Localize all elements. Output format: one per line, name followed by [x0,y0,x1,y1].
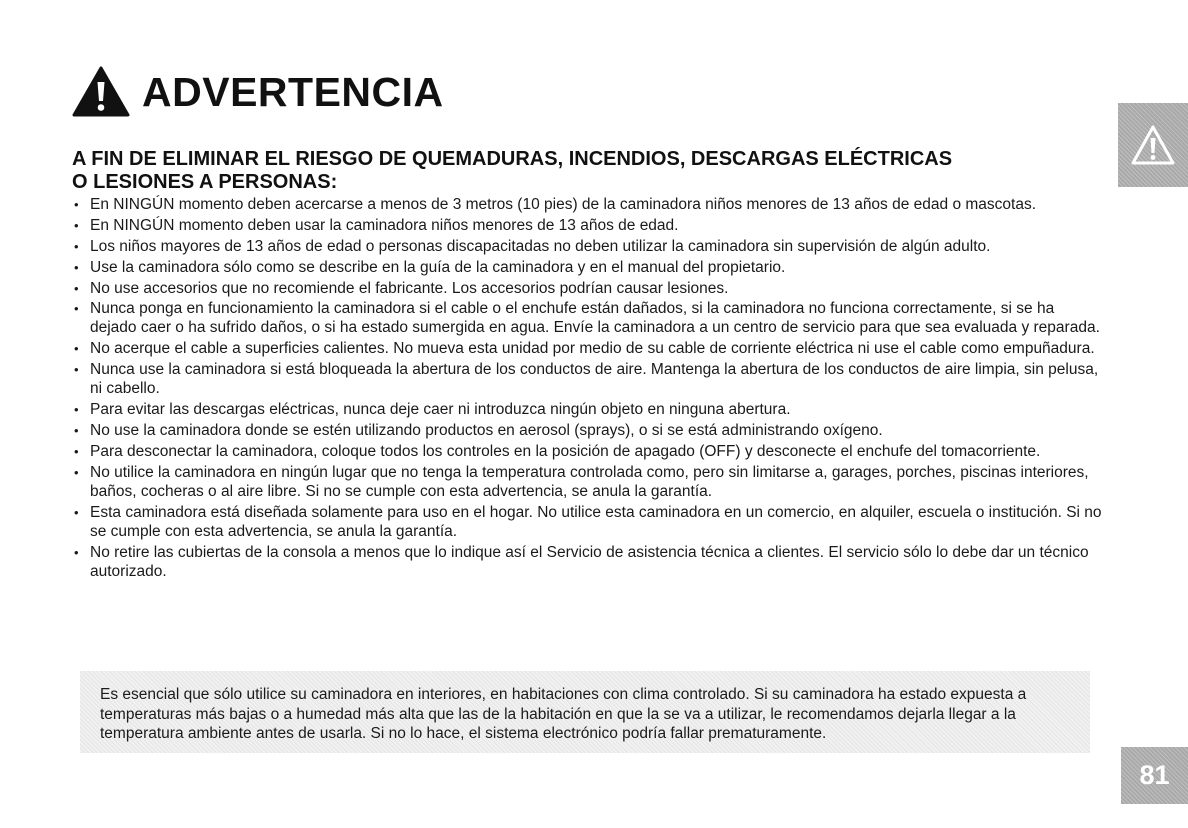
subtitle-line-1: A FIN DE ELIMINAR EL RIESGO DE QUEMADURAS, INCENDIOS, DESCARGAS ELÉCTRICAS [72,148,953,170]
note-box [80,671,1090,753]
page-header [72,66,444,118]
list-item: • Use la caminadora sólo como se describe en la guía de la caminadora y en el manual del propietario. [72,258,1102,277]
list-item: • No acerque el cable a superficies calientes. No mueva esta unidad por medio de su cable de corriente eléctrica ni use el cable como empuñadura. [72,339,1102,358]
warning-icon [72,66,130,118]
list-item: • No use accesorios que no recomiende el fabricante. Los accesorios podrían causar lesiones. [72,279,1102,298]
list-item: • Los niños mayores de 13 años de edad o personas discapacitadas no deben utilizar la caminadora sin supervisión de algún adulto. [72,237,1102,256]
list-item: • Esta caminadora está diseñada solamente para uso en el hogar. No utilice esta caminadora en un comercio, en alquiler, escuela o institución. Si no se cumple con esta advertencia, se anula la garantía. [72,503,1102,541]
list-item: • Nunca use la caminadora si está bloqueada la abertura de los conductos de aire. Mantenga la abertura de los conductos de aire limpia, sin pelusa, ni cabello. [72,360,1102,398]
list-item: • Para evitar las descargas eléctricas, nunca deje caer ni introduzca ningún objeto en ninguna abertura. [72,400,1102,419]
warning-list [72,195,1102,582]
list-item: • No use la caminadora donde se estén utilizando productos en aerosol (sprays), o si se está administrando oxígeno. [72,421,1102,440]
note-text: Es esencial que sólo utilice su caminadora en interiores, en habitaciones con clima controlado. Si su caminadora ha estado expuesta a temperaturas más bajas o a humedad más alta que las de la habitación en que la se va a utilizar, le recomendamos dejarla llegar a la temperatura ambiente antes de usarla. Si no lo hace, el sistema electrónico podría fallar prematuramente. [100,686,1027,742]
page-number: 81 [1139,760,1170,790]
list-item: • En NINGÚN momento deben acercarse a menos de 3 metros (10 pies) de la caminadora niños menores de 13 años de edad o mascotas. [72,195,1102,214]
page-title: ADVERTENCIA [142,68,444,115]
subtitle-line-2: O LESIONES A PERSONAS: [72,171,338,193]
list-item: • Nunca ponga en funcionamiento la caminadora si el cable o el enchufe están dañados, si la caminadora no funciona correctamente, si se ha dejado caer o ha sufrido daños, o si ha estado sumergida en agua. Envíe la caminadora a un centro de servicio para que sea evaluada y reparada. [72,299,1102,337]
list-item: • Para desconectar la caminadora, coloque todos los controles en la posición de apagado (OFF) y desconecte el enchufe del tomacorriente. [72,442,1102,461]
list-item: • No utilice la caminadora en ningún lugar que no tenga la temperatura controlada como, pero sin limitarse a, garages, porches, piscinas interiores, baños, cocheras o al aire libre. Si no se cumple con esta advertencia, se anula la garantía. [72,463,1102,501]
warning-icon [1130,124,1176,166]
side-tab-warning [1118,103,1188,187]
list-item: • No retire las cubiertas de la consola a menos que lo indique así el Servicio de asistencia técnica a clientes. El servicio sólo lo debe dar un técnico autorizado. [72,543,1102,581]
list-item: • En NINGÚN momento deben usar la caminadora niños menores de 13 años de edad. [72,216,1102,235]
page-number-tab [1121,747,1188,804]
warning-subtitle [72,148,1072,194]
